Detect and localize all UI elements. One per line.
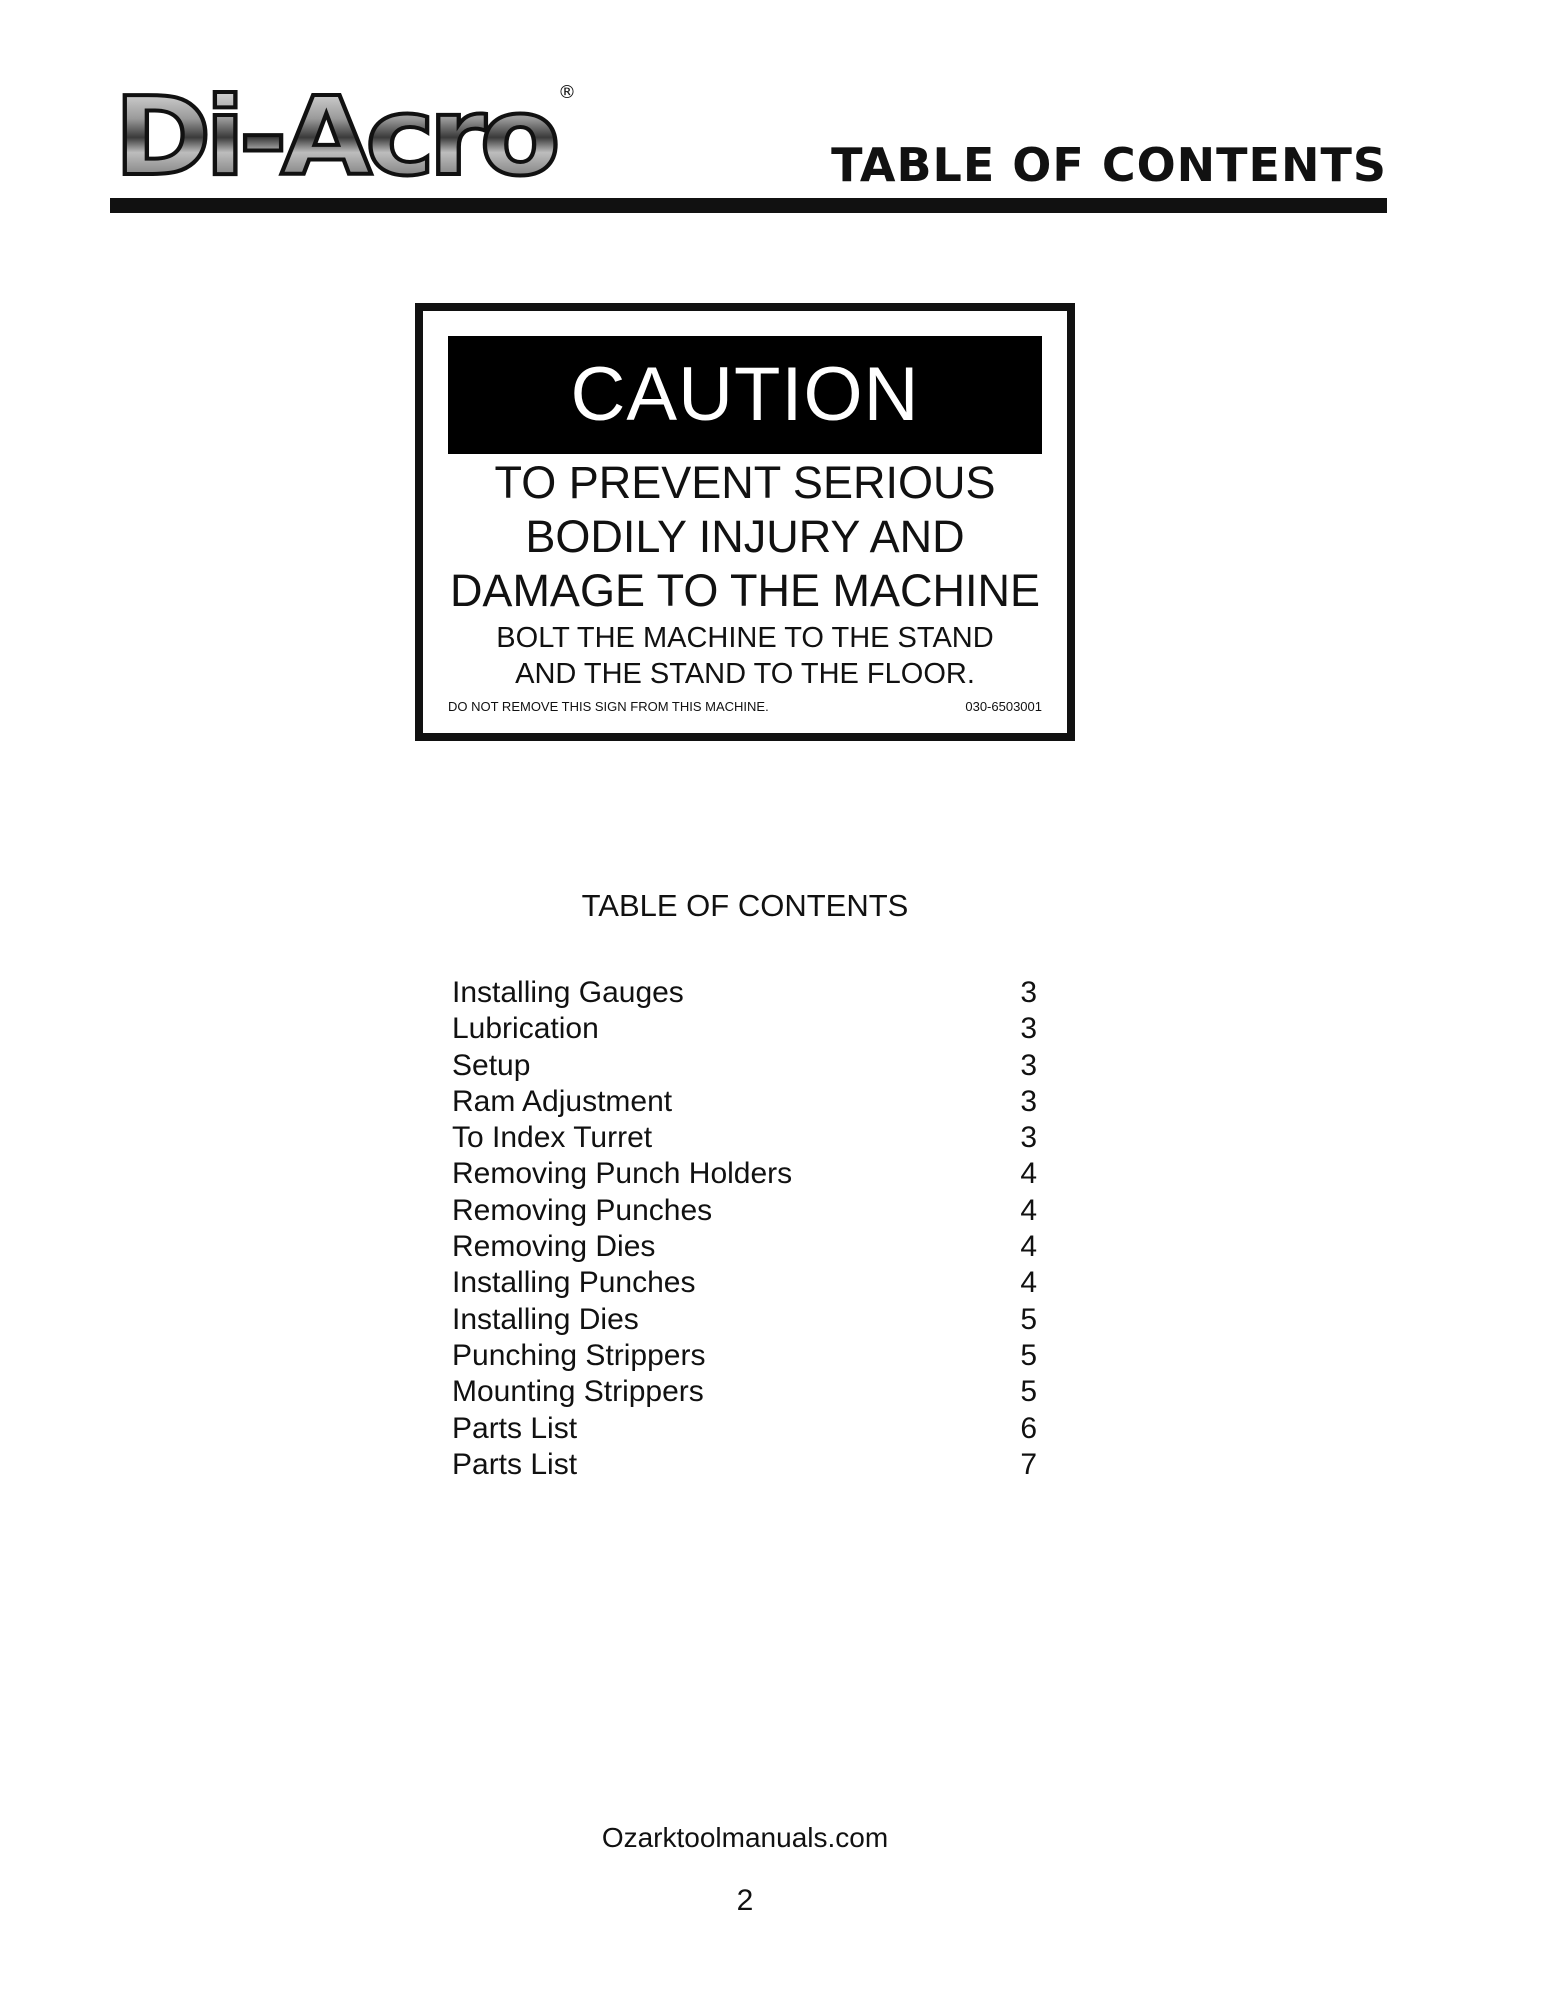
toc-entry-page: 4 bbox=[1020, 1193, 1037, 1227]
caution-subline-1: BOLT THE MACHINE TO THE STAND bbox=[496, 622, 994, 654]
toc-entry-page: 4 bbox=[1020, 1230, 1037, 1264]
page-number: 2 bbox=[736, 1884, 754, 1917]
toc-entry-page: 4 bbox=[1020, 1157, 1037, 1191]
toc-entry-title: Removing Punches bbox=[452, 1193, 713, 1227]
toc-heading: TABLE OF CONTENTS bbox=[581, 888, 909, 923]
toc-entry-page: 6 bbox=[1020, 1411, 1037, 1445]
toc-entry bbox=[452, 1120, 1037, 1156]
toc-entry-page: 7 bbox=[1020, 1447, 1037, 1481]
toc-entry-page: 5 bbox=[1020, 1338, 1037, 1372]
toc-entry-title: Setup bbox=[452, 1048, 531, 1082]
toc-entry-title: Lubrication bbox=[452, 1012, 599, 1046]
toc-entry bbox=[452, 1193, 1037, 1229]
toc-entry bbox=[452, 1374, 1037, 1410]
toc-entry-title: Removing Dies bbox=[452, 1230, 656, 1264]
toc-entry-page: 3 bbox=[1020, 1012, 1037, 1046]
caution-line-2: BODILY INJURY AND bbox=[525, 511, 965, 562]
logo-wordmark: Di-Acro bbox=[114, 75, 556, 188]
toc-entry bbox=[452, 1302, 1037, 1338]
caution-subline-2: AND THE STAND TO THE FLOOR. bbox=[515, 658, 975, 690]
toc-entry-page: 5 bbox=[1020, 1302, 1037, 1336]
toc-entry-title: Ram Adjustment bbox=[452, 1084, 673, 1118]
toc-entry bbox=[452, 1411, 1037, 1447]
toc-entry bbox=[452, 1011, 1037, 1047]
toc-entry-page: 4 bbox=[1020, 1266, 1037, 1300]
footer-website: Ozarktoolmanuals.com bbox=[601, 1822, 889, 1853]
caution-line-1: TO PREVENT SERIOUS bbox=[494, 457, 996, 508]
toc-entry-title: Installing Punches bbox=[452, 1266, 696, 1300]
caution-footer bbox=[448, 699, 1042, 714]
toc-entry-page: 5 bbox=[1020, 1375, 1037, 1409]
caution-sign bbox=[415, 303, 1075, 741]
header-divider bbox=[110, 198, 1387, 213]
toc-entry-page: 3 bbox=[1020, 1084, 1037, 1118]
toc-entry-title: Punching Strippers bbox=[452, 1338, 706, 1372]
toc-entry-title: Parts List bbox=[452, 1411, 578, 1445]
toc-entry bbox=[452, 1084, 1037, 1120]
toc-entry-title: Removing Punch Holders bbox=[452, 1157, 793, 1191]
toc-entry bbox=[452, 1156, 1037, 1192]
toc-entry-title: Installing Gauges bbox=[452, 976, 684, 1009]
toc-entry bbox=[452, 1338, 1037, 1374]
caution-banner: CAUTION bbox=[448, 336, 1042, 454]
toc-entry-title: Installing Dies bbox=[452, 1302, 639, 1336]
toc-entry bbox=[452, 1265, 1037, 1301]
toc-entry-page: 3 bbox=[1020, 976, 1037, 1009]
toc-entry bbox=[452, 1229, 1037, 1265]
page-title: TABLE OF CONTENTS bbox=[831, 138, 1387, 192]
caution-line-3: DAMAGE TO THE MACHINE bbox=[449, 565, 1041, 616]
toc-entry bbox=[452, 975, 1037, 1011]
toc-entry bbox=[452, 1447, 1037, 1483]
toc-entry bbox=[452, 1048, 1037, 1084]
toc-entry-title: To Index Turret bbox=[452, 1121, 653, 1155]
toc-entry-page: 3 bbox=[1020, 1121, 1037, 1155]
caution-footer-note: DO NOT REMOVE THIS SIGN FROM THIS MACHINE. bbox=[448, 699, 769, 714]
toc-list bbox=[452, 975, 1037, 1483]
di-acro-logo bbox=[110, 70, 580, 188]
toc-entry-title: Parts List bbox=[452, 1447, 578, 1481]
toc-entry-page: 3 bbox=[1020, 1048, 1037, 1082]
registered-mark: ® bbox=[558, 82, 576, 103]
caution-part-number: 030-6503001 bbox=[965, 699, 1042, 714]
toc-entry-title: Mounting Strippers bbox=[452, 1375, 704, 1409]
